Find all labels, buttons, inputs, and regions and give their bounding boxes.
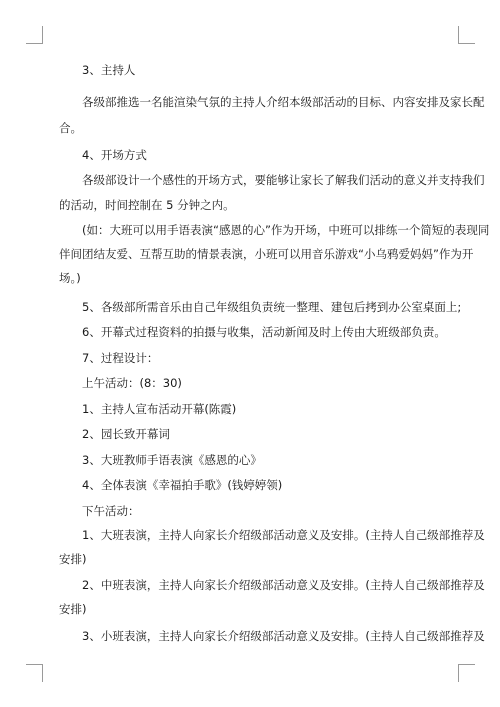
list-item: 1、大班表演，主持人向家长介绍级部活动意义及安排。(主持人自己级部推荐及	[82, 528, 485, 542]
paragraph-line: 合。	[59, 121, 82, 135]
paragraph-line: 的活动，时间控制在 5 分钟之内。	[59, 198, 235, 212]
list-item: 5、各级部所需音乐由自己年级组负责统一整理、建包后拷到办公室桌面上;	[82, 300, 462, 314]
section-heading-process: 7、过程设计：	[82, 351, 159, 365]
list-item: 3、小班表演，主持人向家长介绍级部活动意义及安排。(主持人自己级部推荐及	[82, 629, 485, 643]
crop-mark-bottom-right-v	[458, 664, 459, 682]
paragraph-line: 各级部推选一名能渲染气氛的主持人介绍本级部活动的目标、内容安排及家长配	[82, 95, 485, 109]
list-item: 1、主持人宣布活动开幕(陈霞)	[82, 402, 237, 416]
section-heading-host: 3、主持人	[82, 63, 136, 77]
crop-mark-bottom-left-h	[26, 664, 43, 665]
list-item: 2、中班表演，主持人向家长介绍级部活动意义及安排。(主持人自己级部推荐及	[82, 578, 485, 592]
list-item: 2、园长致开幕词	[82, 427, 170, 441]
crop-mark-bottom-left-v	[42, 664, 43, 682]
paragraph-line: 场。)	[59, 271, 81, 285]
crop-mark-top-right-v	[458, 26, 459, 44]
list-item: 4、全体表演《幸福拍手歌》(钱婷婷领)	[82, 478, 283, 492]
paragraph-line: 伴间团结友爱、互帮互助的情景表演，小班可以用音乐游戏“小乌鸦爱妈妈”作为开	[59, 247, 474, 261]
paragraph-line: (如：大班可以用手语表演“感恩的心”作为开场，中班可以排练一个简短的表现同	[82, 223, 490, 237]
crop-mark-top-left-h	[26, 43, 43, 44]
subheading-morning: 上午活动：(8：30)	[82, 376, 182, 390]
crop-mark-bottom-right-h	[458, 664, 475, 665]
crop-mark-top-left-v	[42, 26, 43, 44]
section-heading-opening: 4、开场方式	[82, 148, 147, 162]
list-item-continuation: 安排)	[59, 552, 87, 566]
crop-mark-top-right-h	[458, 43, 475, 44]
list-item-continuation: 安排)	[59, 602, 87, 616]
subheading-afternoon: 下午活动：	[82, 504, 140, 518]
paragraph-line: 各级部设计一个感性的开场方式，要能够让家长了解我们活动的意义并支持我们	[82, 173, 485, 187]
list-item: 3、大班教师手语表演《感恩的心》	[82, 453, 262, 467]
list-item: 6、开幕式过程资料的拍摄与收集，活动新闻及时上传由大班级部负责。	[82, 325, 446, 339]
